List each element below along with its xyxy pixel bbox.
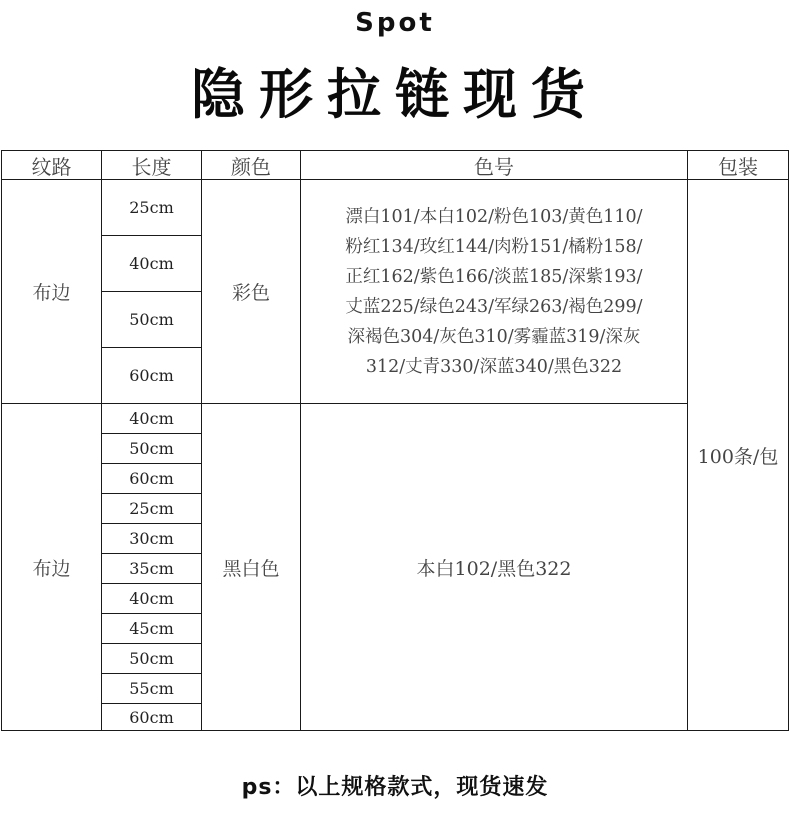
column-header-pattern: 纹路 <box>31 154 72 179</box>
length-cell: 60cm <box>129 469 174 488</box>
group2-color: 黑白色 <box>222 557 280 580</box>
column-header-length: 长度 <box>131 154 172 179</box>
length-cell: 25cm <box>129 198 174 217</box>
group2-pattern: 布边 <box>32 557 71 580</box>
length-cell: 35cm <box>129 559 174 578</box>
length-cell: 30cm <box>129 529 174 548</box>
length-cell: 40cm <box>129 589 174 608</box>
color-code-line: 正红162/紫色166/淡蓝185/深紫193/ <box>345 266 643 287</box>
column-header-packaging: 包装 <box>718 154 758 179</box>
group2-color-codes: 本白102/黑色322 <box>416 557 572 580</box>
page-subtitle: Spot <box>355 8 435 38</box>
color-code-line: 深褐色304/灰色310/雾霾蓝319/深灰 <box>347 326 641 347</box>
packaging-value: 100条/包 <box>697 445 779 468</box>
page-title: 隐形拉链现货 <box>191 63 599 126</box>
length-cell: 60cm <box>129 707 174 727</box>
color-code-line: 312/丈青330/深蓝340/黑色322 <box>365 356 623 377</box>
length-cell: 60cm <box>129 366 174 385</box>
table-border-bottom <box>1 730 789 731</box>
group1-pattern: 布边 <box>32 282 71 304</box>
length-cell: 45cm <box>129 619 174 638</box>
color-code-line: 丈蓝225/绿色243/军绿263/褐色299/ <box>345 296 643 317</box>
length-cell: 50cm <box>129 649 174 668</box>
length-cell: 25cm <box>129 499 174 518</box>
length-cell: 50cm <box>129 310 174 329</box>
color-code-line: 粉红134/玫红144/肉粉151/橘粉158/ <box>345 236 643 257</box>
column-header-color-code: 色号 <box>474 154 514 179</box>
column-header-color: 颜色 <box>231 154 271 179</box>
group1-code-lines <box>345 202 642 382</box>
length-cell: 55cm <box>129 679 174 698</box>
footer-note: ps：以上规格款式，现货速发 <box>241 775 549 800</box>
length-cell: 50cm <box>129 439 174 458</box>
length-cell: 40cm <box>129 409 174 428</box>
table-border-right <box>788 150 789 731</box>
length-cell: 40cm <box>129 254 174 273</box>
group1-color-codes <box>301 180 687 403</box>
group1-color: 彩色 <box>231 282 270 304</box>
color-code-line: 漂白101/本白102/粉色103/黄色110/ <box>345 206 643 227</box>
